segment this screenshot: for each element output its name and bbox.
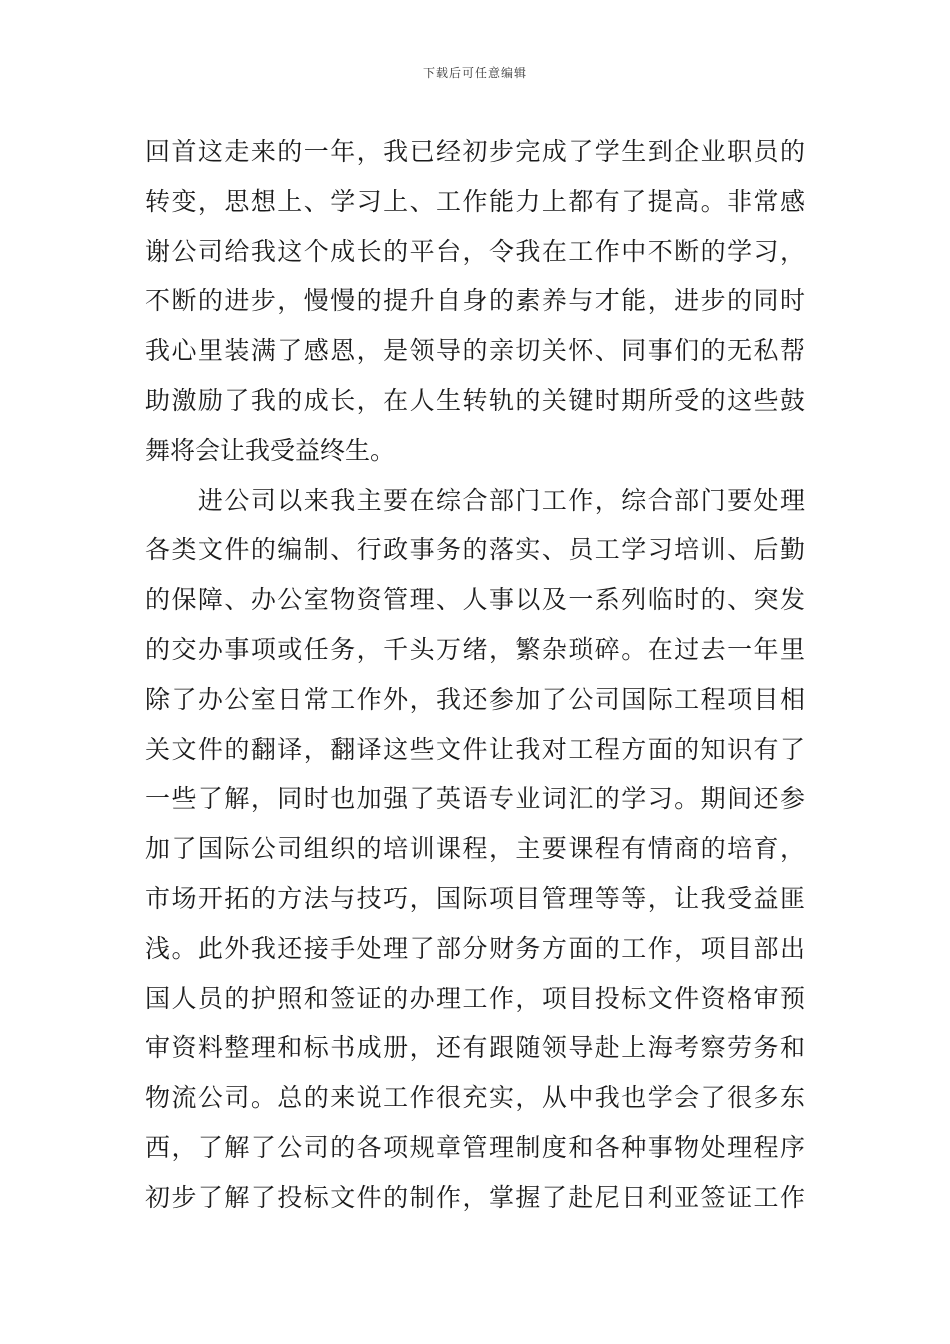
- text-line: 的交办事项或任务，千头万绪，繁杂琐碎。在过去一年里: [145, 634, 805, 664]
- text-line: 舞将会让我受益终生。: [145, 435, 396, 465]
- text-line: 国人员的护照和签证的办理工作，项目投标文件资格审预: [145, 983, 805, 1013]
- text-line: 助激励了我的成长，在人生转轨的关键时期所受的这些鼓: [145, 385, 805, 415]
- text-line: 一些了解，同时也加强了英语专业词汇的学习。期间还参: [145, 784, 805, 814]
- text-line: 进公司以来我主要在综合部门工作，综合部门要处理: [145, 485, 805, 515]
- text-line: 市场开拓的方法与技巧，国际项目管理等等，让我受益匪: [145, 883, 805, 913]
- text-line: 加了国际公司组织的培训课程，主要课程有情商的培育，: [145, 834, 805, 864]
- page-header: 下载后可任意编辑: [422, 66, 527, 80]
- text-line: 初步了解了投标文件的制作，掌握了赴尼日利亚签证工作: [145, 1182, 805, 1212]
- text-line: 回首这走来的一年，我已经初步完成了学生到企业职员的: [145, 137, 805, 166]
- text-line: 的保障、办公室物资管理、人事以及一系列临时的、突发: [145, 585, 805, 615]
- text-line: 物流公司。总的来说工作很充实，从中我也学会了很多东: [145, 1083, 805, 1113]
- text-line: 不断的进步，慢慢的提升自身的素养与才能，进步的同时: [145, 286, 805, 316]
- text-line: 谢公司给我这个成长的平台，令我在工作中不断的学习，: [145, 236, 805, 266]
- text-line: 浅。此外我还接手处理了部分财务方面的工作，项目部出: [145, 933, 805, 963]
- text-line: 各类文件的编制、行政事务的落实、员工学习培训、后勤: [145, 535, 805, 565]
- text-line: 西，了解了公司的各项规章管理制度和各种事物处理程序: [145, 1132, 805, 1162]
- text-line: 除了办公室日常工作外，我还参加了公司国际工程项目相: [145, 684, 805, 714]
- text-line: 关文件的翻译，翻译这些文件让我对工程方面的知识有了: [145, 734, 805, 764]
- body-text: [145, 127, 805, 1223]
- text-line: 我心里装满了感恩，是领导的亲切关怀、同事们的无私帮: [145, 336, 805, 366]
- text-line: 转变，思想上、学习上、工作能力上都有了提高。非常感: [145, 186, 805, 216]
- text-line: 审资料整理和标书成册，还有跟随领导赴上海考察劳务和: [145, 1033, 805, 1063]
